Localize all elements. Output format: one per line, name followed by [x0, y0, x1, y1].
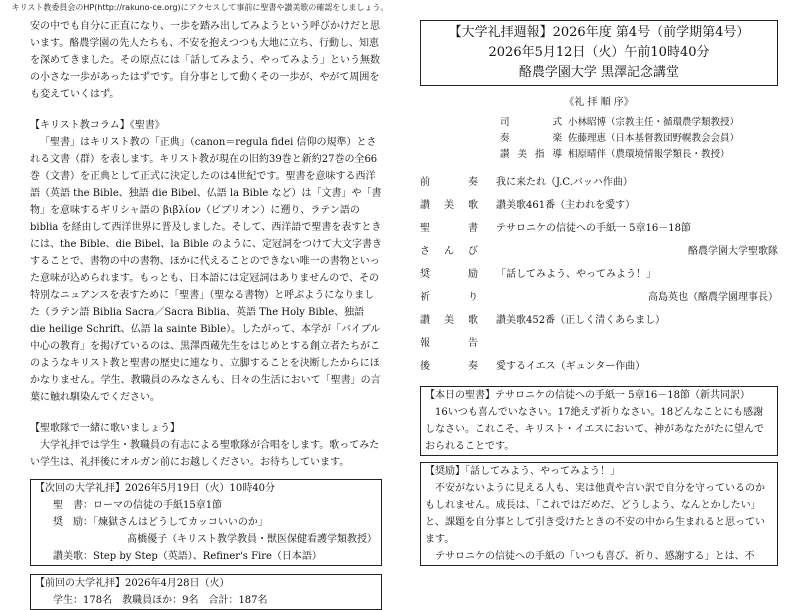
- sermon-text-continued: テサロニケの信徒への手紙の「いつも喜び、祈り、感謝する」とは、不: [435, 551, 755, 562]
- program-item-content: 「話してみよう、やってみよう！」: [496, 269, 656, 280]
- program-row: [420, 263, 778, 286]
- program-item-name: 奨励: [420, 269, 478, 280]
- sermon-box: [420, 462, 778, 566]
- program-item-name: 報告: [420, 338, 478, 349]
- program-row: [420, 240, 778, 263]
- program-row: [420, 309, 778, 332]
- next-scripture: 聖 書：ローマの信徒の手紙15章1節: [53, 500, 223, 511]
- staff-name: 佐藤理恵（日本基督教団野幌教会会員）: [568, 133, 740, 144]
- column-heading: 【キリスト教コラム】《聖書》: [30, 120, 165, 131]
- program-row: [420, 286, 778, 309]
- order-title: 《礼 拝 順 序》: [564, 97, 634, 108]
- next-speaker: 髙橋優子（キリスト教学教員・獣医保健看護学類教授）: [127, 534, 377, 545]
- service-date: 2026年5月12日（火）午前10時40分: [488, 45, 710, 60]
- program-row: [420, 355, 778, 378]
- sermon-heading: 【奨励】「話してみよう、やってみよう！」: [425, 466, 620, 477]
- program-item-content: 讃美歌452番（正しく清くあらまし）: [496, 315, 666, 326]
- staff-name: 相原晴伴（農環境情報学類長・教授）: [568, 149, 730, 160]
- right-column: [420, 18, 778, 563]
- choir-text: 大学礼拝では学生・教職員の有志による聖歌隊が合唱をします。歌ってみたい学生は、礼拝後にオルガン前にお越しください。お待ちしています。: [30, 440, 380, 468]
- program-item-name: 前奏: [420, 177, 478, 188]
- program-item-performer: 高島英也（酪農学園理事長）: [648, 292, 778, 303]
- prev-service-heading: 【前回の大学礼拝】2026年4月28日（火）: [35, 578, 230, 589]
- prev-service-box: [30, 574, 382, 610]
- program-row: [420, 171, 778, 194]
- next-service-box: [30, 479, 382, 566]
- next-sermon: 奨 励：「煉獄さんはどうしてカッコいいのか」: [53, 517, 268, 528]
- scripture-heading: 【本日の聖書】テサロニケの信徒への手紙一 5章16－18節（新共同訳）: [425, 390, 750, 401]
- staff-role: 司 式: [500, 117, 562, 128]
- program-item-name: 祈り: [420, 292, 478, 303]
- top-note: キリスト教委員会のHP(http://rakuno-ce.org)にアクセスして事前に聖書や讃美歌の確認をしましょう。: [11, 3, 389, 12]
- scripture-box: [420, 386, 778, 456]
- staff-name: 小林昭博（宗教主任・循環農学類教授）: [568, 117, 740, 128]
- sermon-text: 不安がないように見える人も、実は他責や言い訳で自分を守っているのかもしれません。成長は、「これではだめだ、どうしよう、なんとかしたい」と、課題を自分事として引き受けたときの不安の中から生まれると思っています。: [425, 483, 765, 545]
- column-text: 「聖書」はキリスト教の「正典」（canon＝regula fidei 信仰の規準）とされる文書（群）を表します。キリスト教が現在の旧約39巻と新約27巻の全66巻（文書）を正典として正式に決定したのは4世紀です。聖書を意味する西洋語（英語 the Bible、独語 die Bibel、仏語 la Bible など）は「文書」や「書物」を意味するギリシャ語の βιβλίον（ビブリオン）に遡り、ラテン語の biblia を経由して西洋世界に普及しました。そして、西洋語で聖書を表すときには、the Bible、die Bibel、la Bible のように、定冠詞をつけて大文字書きすることで、書物の中の書物、ほかに代えることのできない唯一の書物といった意味が込められます。もっとも、日本語には定冠詞はありませんので、その特別なニュアンスを表すために「聖書」（聖なる書物）と呼ぶようになりました（ラテン語 Biblia Sacra／Sacra Biblia、英語 The Holy Bible、独語 die heilige Schrift、仏語 la sainte Bible）。したがって、本学が「バイブル中心の教育」を掲げているのは、黒澤酉蔵先生をはじめとする創立者たちがこのようなキリスト教と聖書の歴史に連なり、立脚することを決断したからにほかなりません。学生、教職員のみなさんも、日々の生活において「聖書」の言葉に触れ馴染んでください。: [30, 137, 382, 403]
- intro-paragraph: 安の中でも自分に正直になり、一歩を踏み出してみようという呼びかけだと思います。酪農学園の先人たちも、不安を抱えつつも大地に立ち、行動し、知恵を深めてきました。その原点には「話してみよう、やってみよう」という無数の小さな一歩があったはずです。自分事として動くその一歩が、やがて周囲をも変えていくはず。: [30, 21, 380, 100]
- program-list: [420, 171, 778, 378]
- program-row: [420, 194, 778, 217]
- staff-role: 奏 楽: [500, 133, 562, 144]
- program-item-name: 讃美歌: [420, 200, 478, 211]
- staff-row: [500, 131, 778, 147]
- choir-heading: 【聖歌隊で一緒に歌いましょう】: [30, 423, 180, 434]
- staff-row: [500, 115, 778, 131]
- program-item-content: 愛するイエス（ギュンター作曲）: [496, 361, 646, 372]
- program-item-performer: 酪農学園大学聖歌隊: [688, 246, 778, 257]
- next-service-heading: 【次回の大学礼拝】2026年5月19日（火）10時40分: [35, 483, 275, 494]
- bulletin-header: [420, 20, 778, 86]
- program-item-name: さんび: [420, 246, 478, 257]
- program-row: [420, 332, 778, 355]
- program-item-name: 後奏: [420, 361, 478, 372]
- program-row: [420, 217, 778, 240]
- staff-list: [500, 115, 778, 163]
- prev-attendance: 学生：178名 教職員ほか：9名 合計：187名: [53, 595, 268, 606]
- staff-role: 讃美指導: [500, 149, 562, 160]
- scripture-text: 16いつも喜んでいなさい。17絶えず祈りなさい。18どんなことにも感謝しなさい。これこそ、キリスト・イエスにおいて、神があなたがたに望んでおられることです。: [425, 407, 764, 452]
- left-column: [30, 18, 382, 606]
- program-item-content: 讃美歌461番（主われを愛す）: [496, 200, 636, 211]
- program-item-name: 聖書: [420, 223, 478, 234]
- service-place: 酪農学園大学 黒澤記念講堂: [518, 65, 680, 80]
- bulletin-title: 【大学礼拝週報】2026年度 第4号（前学期第4号）: [448, 25, 750, 40]
- staff-row: [500, 147, 778, 163]
- program-item-name: 讃美歌: [420, 315, 478, 326]
- next-hymns: 讃美歌：Step by Step（英語）、Refiner's Fire（日本語）: [53, 551, 322, 562]
- program-item-content: 我に来たれ（J.C.バッハ作曲）: [496, 177, 633, 188]
- program-item-content: テサロニケの信徒への手紙一 5章16－18節: [496, 223, 691, 234]
- program-item-content: [496, 332, 778, 355]
